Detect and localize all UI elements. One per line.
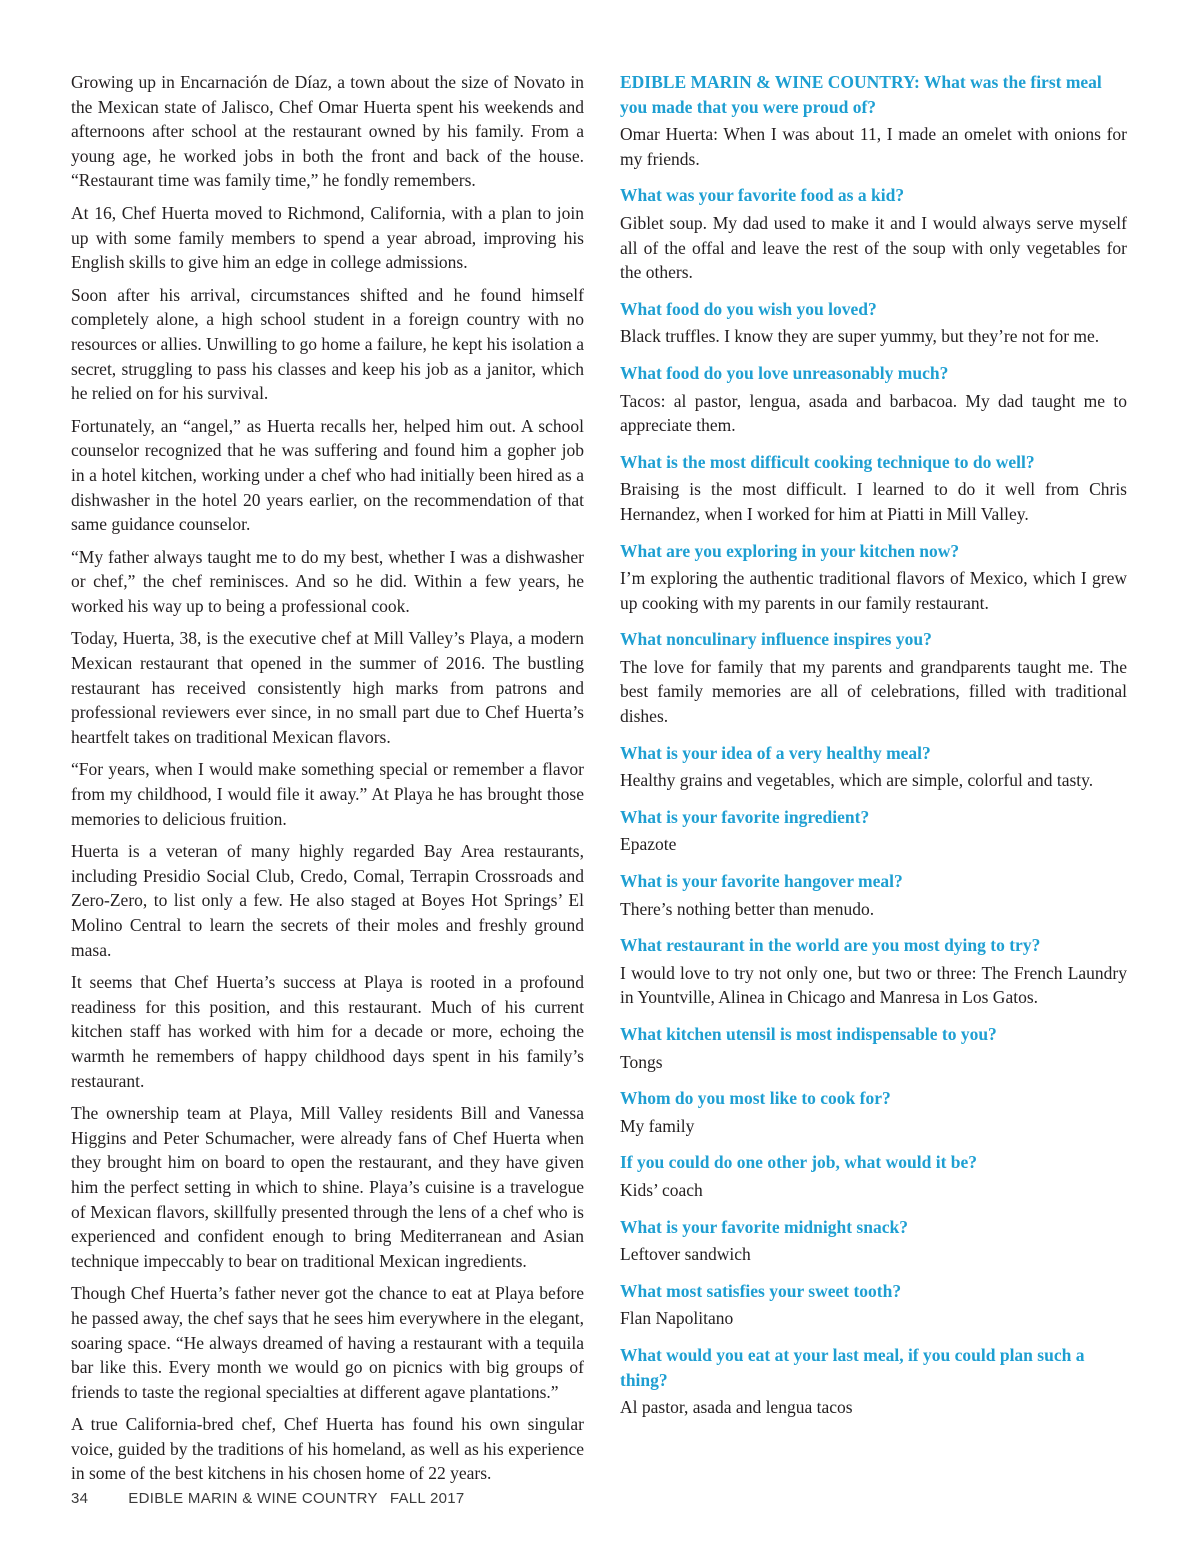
qa-item (620, 869, 1127, 921)
interview-question: What is your favorite hangover meal? (620, 871, 903, 892)
interview-question: EDIBLE MARIN & WINE COUNTRY: What was the first meal you made that you were proud of? (620, 72, 1102, 117)
article-paragraph: The ownership team at Playa, Mill Valley residents Bill and Vanessa Higgins and Peter Schumacher, were already fans of Chef Huerta when they brought him on board to open the restaurant, and they have given him the perfect setting in which to shine. Playa’s cuisine is a travelogue of Mexican flavors, skillfully presented through the lens of a chef who is experienced and confident enough to bring Mediterranean and Asian technique impeccably to bear on traditional Mexican ingredients. (71, 1103, 584, 1271)
qa-item (620, 297, 1127, 349)
article-paragraph: “My father always taught me to do my best, whether I was a dishwasher or chef,” the chef reminisces. And so he did. Within a few years, he worked his way up to being a professional cook. (71, 546, 584, 616)
interview-question: What restaurant in the world are you most dying to try? (620, 935, 1041, 956)
interview-question: What is your idea of a very healthy meal? (620, 742, 931, 763)
interview-question: What is your favorite ingredient? (620, 806, 870, 827)
interview-answer: Giblet soup. My dad used to make it and I would always serve myself all of the offal and leave the rest of the soup with only vegetables for the others. (620, 212, 1127, 283)
interview-answer: I would love to try not only one, but two or three: The French Laundry in Yountville, Alinea in Chicago and Manresa in Los Gatos. (620, 962, 1127, 1008)
article-paragraph: Today, Huerta, 38, is the executive chef at Mill Valley’s Playa, a modern Mexican restaurant that opened in the summer of 2016. The bustling restaurant has received consistently high marks from patrons and professional reviewers ever since, in no small part due to Chef Huerta’s heartfelt takes on traditional Mexican flavors. (71, 628, 584, 747)
interview-answer: Tacos: al pastor, lengua, asada and barbacoa. My dad taught me to appreciate them. (620, 390, 1127, 436)
interview-question: What is the most difficult cooking technique to do well? (620, 451, 1035, 472)
interview-question: What nonculinary influence inspires you? (620, 629, 932, 650)
qa-item (620, 1279, 1127, 1331)
article-column (71, 70, 584, 1494)
interview-question: What food do you love unreasonably much? (620, 362, 949, 383)
interview-answer: Kids’ coach (620, 1179, 703, 1200)
qa-item (620, 627, 1127, 728)
interview-answer: Tongs (620, 1051, 663, 1072)
interview-question: What most satisfies your sweet tooth? (620, 1280, 902, 1301)
interview-question: What is your favorite midnight snack? (620, 1216, 908, 1237)
interview-answer: Healthy grains and vegetables, which are simple, colorful and tasty. (620, 770, 1094, 791)
interview-answer: Leftover sandwich (620, 1244, 751, 1265)
qa-item (620, 1215, 1127, 1267)
publication-name: EDIBLE MARIN & WINE COUNTRY (128, 1490, 378, 1507)
qa-item (620, 1022, 1127, 1074)
article-paragraph: Though Chef Huerta’s father never got the chance to eat at Playa before he passed away, the chef says that he sees him everywhere in the elegant, soaring space. “He always dreamed of having a restaurant with a tequila bar like this. Every month we would go on picnics with big groups of friends to taste the regional specialties at different agave plantations.” (71, 1283, 584, 1402)
article-paragraph: A true California-bred chef, Chef Huerta has found his own singular voice, guided by the traditions of his homeland, as well as his experience in some of the best kitchens in his chosen home of 22 years. (71, 1414, 584, 1484)
article-paragraph: Fortunately, an “angel,” as Huerta recalls her, helped him out. A school counselor recognized that he was suffering and found him a gopher job in a hotel kitchen, working under a chef who had initially been hired as a dishwasher in the hotel 20 years earlier, on the recommendation of that same guidance counselor. (71, 415, 584, 535)
interview-answer: I’m exploring the authentic traditional flavors of Mexico, which I grew up cooking with my parents in our family restaurant. (620, 568, 1127, 613)
interview-question: Whom do you most like to cook for? (620, 1088, 891, 1109)
interview-question: What are you exploring in your kitchen now? (620, 540, 960, 561)
qa-item (620, 450, 1127, 527)
interview-question: What was your favorite food as a kid? (620, 185, 905, 206)
interview-answer: Braising is the most difficult. I learned to do it well from Chris Hernandez, when I worked for him at Piatti in Mill Valley. (620, 479, 1127, 524)
interview-column (620, 70, 1127, 1432)
page-number: 34 (71, 1490, 89, 1507)
interview-answer: The love for family that my parents and grandparents taught me. The best family memories are all of celebrations, filled with traditional dishes. (620, 656, 1127, 727)
interview-answer: Al pastor, asada and lengua tacos (620, 1397, 853, 1418)
article-paragraph: Soon after his arrival, circumstances shifted and he found himself completely alone, a high school student in a foreign country with no resources or allies. Unwilling to go home a failure, he kept his isolation a secret, struggling to pass his classes and keep his job as a janitor, which he relied on for his survival. (71, 284, 584, 404)
interview-question: If you could do one other job, what would it be? (620, 1152, 978, 1173)
interview-answer: Flan Napolitano (620, 1308, 734, 1329)
interview-question: What food do you wish you loved? (620, 298, 877, 319)
page-footer (71, 1490, 465, 1507)
qa-item (620, 933, 1127, 1010)
qa-item (620, 1086, 1127, 1138)
qa-item (620, 361, 1127, 438)
qa-item (620, 1150, 1127, 1202)
qa-item (620, 741, 1127, 793)
interview-answer: Epazote (620, 834, 677, 855)
qa-item (620, 539, 1127, 616)
interview-answer: There’s nothing better than menudo. (620, 898, 875, 919)
article-paragraph: It seems that Chef Huerta’s success at Playa is rooted in a profound readiness for this position, and this restaurant. Much of his current kitchen staff has worked with him for a decade or more, echoing the warmth he remembers of happy childhood days spent in his family’s restaurant. (71, 972, 584, 1091)
interview-answer: Black truffles. I know they are super yummy, but they’re not for me. (620, 326, 1100, 347)
interview-answer: Omar Huerta: When I was about 11, I made an omelet with onions for my friends. (620, 124, 1127, 169)
issue-season: FALL 2017 (389, 1490, 465, 1507)
article-paragraph: Huerta is a veteran of many highly regarded Bay Area restaurants, including Presidio Social Club, Credo, Comal, Terrapin Crossroads and Zero-Zero, to list only a few. He also staged at Boyes Hot Springs’ El Molino Central to learn the secrets of their moles and freshly ground masa. (71, 841, 584, 960)
article-paragraph: At 16, Chef Huerta moved to Richmond, California, with a plan to join up with some family members to spend a year abroad, improving his English skills to give him an edge in college admissions. (71, 202, 584, 273)
interview-answer: My family (620, 1115, 695, 1136)
interview-question: What would you eat at your last meal, if you could plan such a thing? (620, 1344, 1085, 1390)
article-paragraph: “For years, when I would make something special or remember a flavor from my childhood, I would file it away.” At Playa he has brought those memories to delicious fruition. (71, 759, 584, 829)
interview-question: What kitchen utensil is most indispensable to you? (620, 1024, 997, 1044)
qa-item (620, 1343, 1127, 1420)
qa-item (620, 70, 1127, 171)
qa-item (620, 805, 1127, 857)
qa-item (620, 183, 1127, 284)
article-paragraph: Growing up in Encarnación de Díaz, a town about the size of Novato in the Mexican state of Jalisco, Chef Omar Huerta spent his weekends and afternoons after school at the restaurant owned by his family. From a young age, he worked jobs in both the front and back of the house. “Restaurant time was family time,” he fondly remembers. (71, 72, 584, 191)
